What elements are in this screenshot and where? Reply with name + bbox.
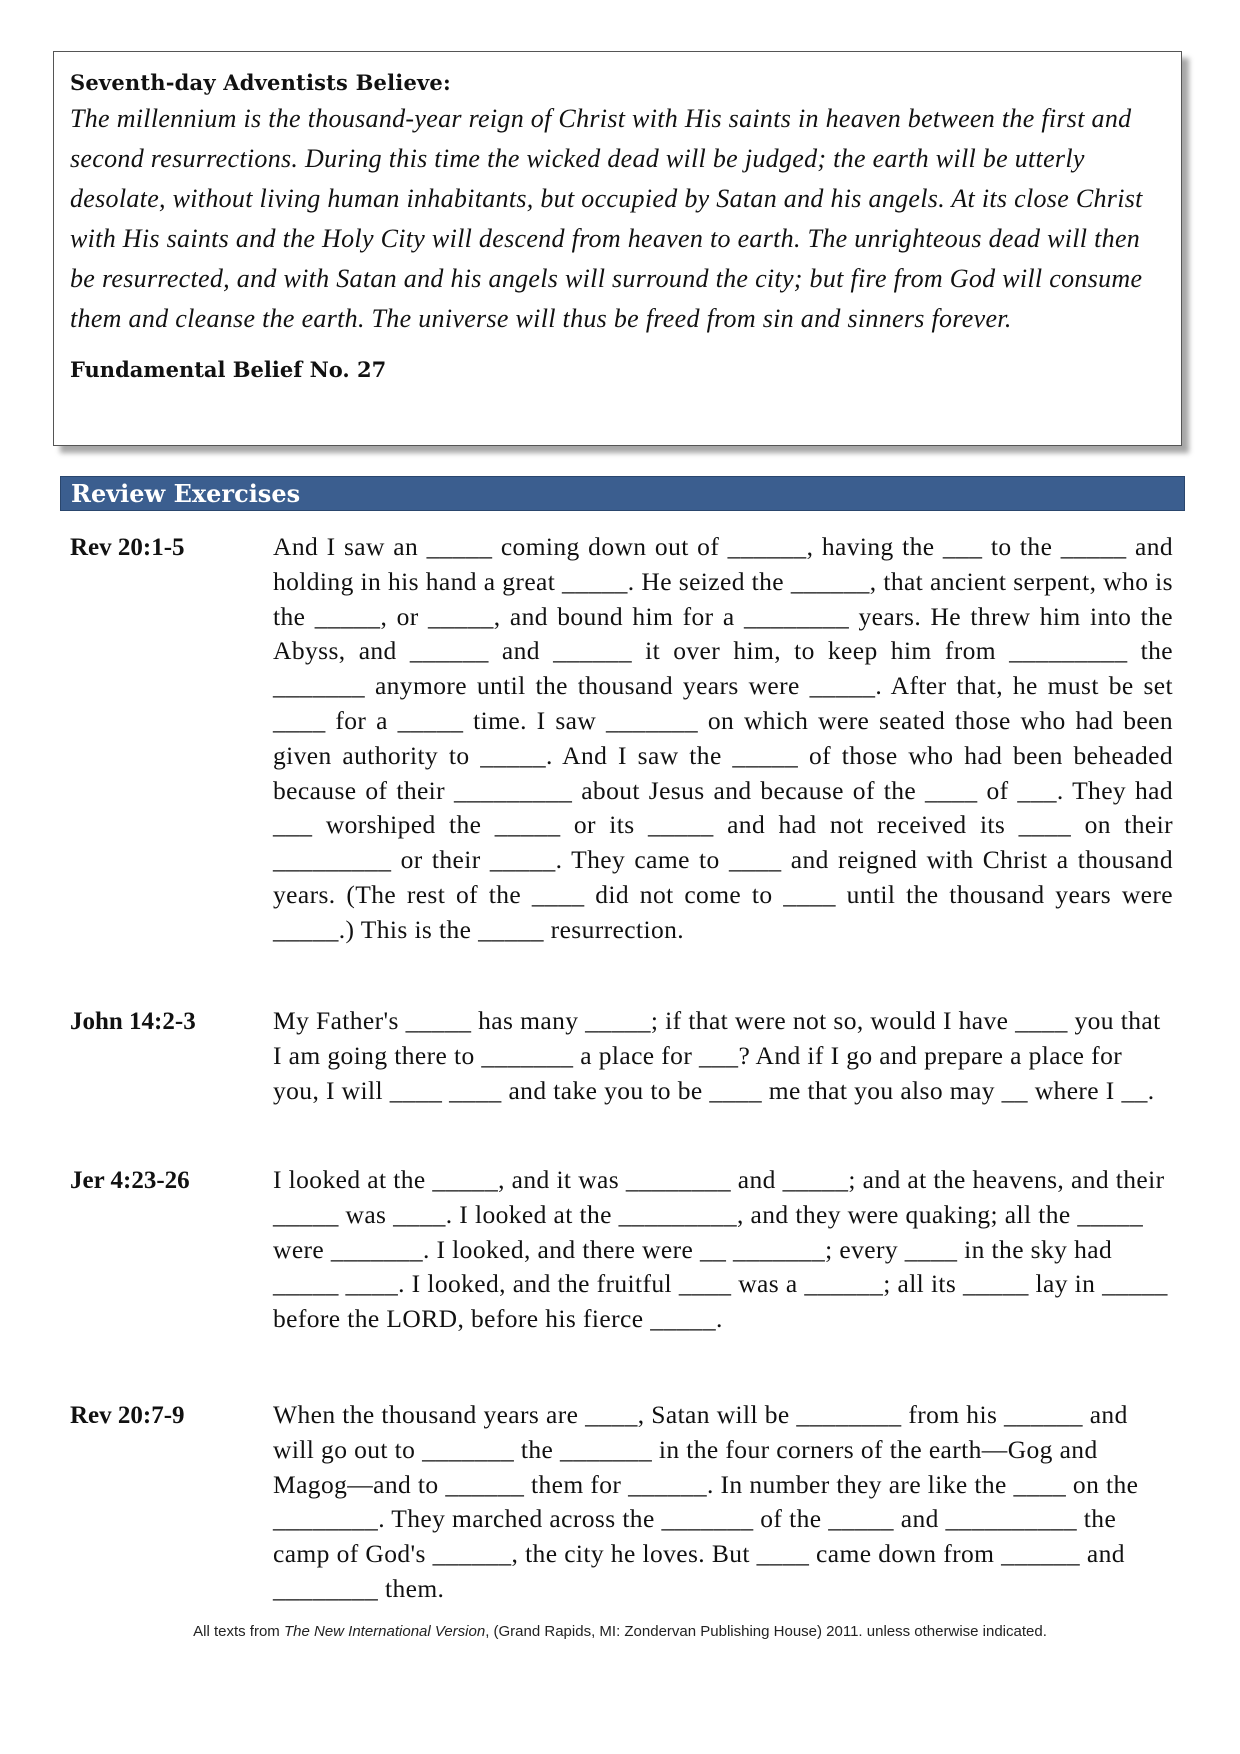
section-title-bar bbox=[60, 476, 1185, 511]
belief-text: The millennium is the thousand-year reign of Christ with His saints in heaven between the first and second resurrections. During this time the wicked dead will be judged; the earth will be utterly desolate, without living human inhabitants, but occupied by Satan and his angels. At its close Christ with His saints and the Holy City will descend from heaven to earth. The unrighteous dead will then be resurrected, and with Satan and his angels will surround the city; but fire from God will consume them and cleanse the earth. The universe will thus be freed from sin and sinners forever. bbox=[70, 104, 1143, 333]
scripture-reference: Jer 4:23-26 bbox=[70, 1167, 190, 1194]
section-title: Review Exercises bbox=[71, 479, 301, 508]
fill-in-passage: My Father's _____ has many _____; if that were not so, would I have ____ you that I am going there to _______ a place for ___? And if I go and prepare a place for you, I will ____ ____ and take you to be ____ me that you also may __ where I __. bbox=[273, 1006, 1161, 1105]
belief-box bbox=[53, 51, 1182, 446]
belief-reference: Fundamental Belief No. 27 bbox=[70, 357, 387, 382]
fill-in-passage: I looked at the _____, and it was ________ and _____; and at the heavens, and their _____ was ____. I looked at the _________, and they were quaking; all the _____ were _______. I looked, and there were __ _______; every ____ in the sky had _____ ____. I looked, and the fruitful ____ was a ______; all its _____ lay in _____ before the LORD, before his fierce _____. bbox=[273, 1165, 1168, 1334]
fill-in-passage: When the thousand years are ____, Satan will be ________ from his ______ and will go out to _______ the _______ in the four corners of the earth—Gog and Magog—and to ______ them for ______. In number they are like the ____ on the ________. They marched across the _______ of the _____ and __________ the camp of God's ______, the city he loves. But ____ came down from ______ and ________ them. bbox=[273, 1400, 1139, 1603]
scripture-reference: Rev 20:7-9 bbox=[70, 1402, 185, 1429]
footnote-suffix: , (Grand Rapids, MI: Zondervan Publishing House) 2011. unless otherwise indicated. bbox=[485, 1623, 1047, 1640]
scripture-reference: John 14:2-3 bbox=[70, 1008, 196, 1035]
footnote-prefix: All texts from bbox=[193, 1623, 284, 1640]
belief-heading: Seventh-day Adventists Believe: bbox=[70, 70, 451, 95]
fill-in-passage: And I saw an _____ coming down out of ______, having the ___ to the _____ and holding in his hand a great _____. He seized the ______, that ancient serpent, who is the _____, or _____, and bound him for a ________ years. He threw him into the Abyss, and ______ and ______ it over him, to keep him from _________ the _______ anymore until the thousand years were _____. After that, he must be set ____ for a _____ time. I saw _______ on which were seated those who had been given authority to _____. And I saw the _____ of those who had been beheaded because of their _________ about Jesus and because of the ____ of ___. They had ___ worshiped the _____ or its _____ and had not received its ____ on their _________ or their _____. They came to ____ and reigned with Christ a thousand years. (The rest of the ____ did not come to ____ until the thousand years were _____.) This is the _____ resurrection. bbox=[273, 532, 1173, 944]
source-footnote bbox=[0, 1623, 1240, 1640]
scripture-reference: Rev 20:1-5 bbox=[70, 534, 185, 561]
footnote-title: The New International Version bbox=[283, 1623, 486, 1640]
